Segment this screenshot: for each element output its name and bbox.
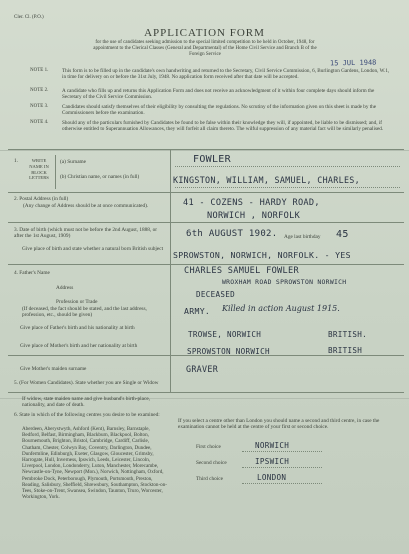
father-birthplace-value: TROWSE, NORWICH (188, 330, 262, 339)
age-label: Age last birthday (284, 234, 321, 240)
third-choice-label: Third choice (196, 476, 223, 482)
mother-birthplace-label: Give place of Mother's birth and her nationality at birth (20, 343, 138, 349)
note-text: A candidate who fills up and returns this Application Form and does not receive an acknowledgment of it within four complete days should inform the Secretary of the Civil Service Commission. (62, 88, 375, 100)
mother-maiden-value: GRAVER (186, 364, 219, 374)
christian-names-label: (b) Christian name, or names (in full) (60, 174, 140, 180)
first-choice-value: NORWICH (255, 441, 290, 450)
postal-address-line-2: NORWICH , NORFOLK (207, 211, 301, 221)
postal-address-note: (Any change of Address should be at once communicated). (23, 203, 149, 209)
note-text: Candidates should satisfy themselves of their eligibility by consulting the regulations. No scrutiny of the information given on this sheet is made by the Commissioners before the examination. (62, 104, 377, 116)
fathers-name-value: CHARLES SAMUEL FOWLER (184, 266, 299, 276)
date-of-birth-value: 6th AUGUST 1902. (186, 229, 278, 239)
age-value: 45 (336, 229, 349, 240)
table-rule (8, 149, 404, 150)
answer-line (175, 166, 400, 167)
father-nationality-value: BRITISH. (328, 330, 367, 339)
surname-value: FOWLER (193, 154, 231, 165)
note-label: NOTE 4. (30, 120, 49, 125)
table-rule (8, 192, 404, 193)
form-title: APPLICATION FORM (144, 27, 265, 39)
father-death-note: Killed in action August 1915. (222, 304, 340, 313)
second-choice-value: IPSWICH (255, 457, 290, 466)
table-rule (8, 222, 404, 223)
postal-address-line-1: 41 - COZENS - HARDY ROAD, (183, 198, 320, 208)
note-label: NOTE 1. (30, 68, 49, 73)
block-letters-note: WRITE NAME IN BLOCK LETTERS (29, 158, 49, 181)
bracket-line (55, 155, 56, 189)
question-number: 1. (14, 158, 18, 164)
father-profession-note: (If deceased, the fact should be stated, and the last address, profession, etc., should be given) (22, 306, 147, 319)
form-reference: Cler. Cl. (P.O.) (14, 15, 44, 20)
father-deceased-value: DECEASED (196, 290, 235, 299)
father-address-value: WROXHAM ROAD SPROWSTON NORWICH (222, 278, 347, 286)
mother-birthplace-value: SPROWSTON NORWICH (187, 347, 270, 356)
place-of-birth-value: SPROWSTON, NORWICH, NORFOLK. - YES (173, 250, 351, 260)
fathers-name-label: 4. Father's Name (14, 270, 50, 276)
answer-line (175, 187, 400, 188)
mother-maiden-label: Give Mother's maiden surname (20, 366, 87, 372)
received-date-stamp: 15 JUL 1948 (329, 58, 377, 68)
exam-centre-instructions: If you select a centre other than London you should name a second and third centre, in case the examination cannot be held at the centre of your first or second choice. (178, 418, 380, 431)
surname-label: (a) Surname (60, 159, 87, 165)
third-choice-value: LONDON (257, 473, 287, 482)
postal-address-label: 2. Postal Address (in full) (14, 196, 69, 202)
women-candidates-label: 5. (For Women Candidates). State whether you are Single or Widow (14, 380, 159, 386)
father-birthplace-label: Give place of Father's birth and his nationality at birth (20, 325, 135, 331)
second-choice-label: Second choice (196, 460, 227, 466)
exam-centre-label: 6. State in which of the following centres you desire to be examined: (14, 412, 160, 418)
father-profession-value: ARMY. (184, 306, 211, 316)
answer-line (242, 483, 322, 484)
women-candidates-note: If widow, state maiden name and give husband's birth-place, nationality, and date of death. (22, 396, 150, 408)
father-address-label: Address (56, 285, 74, 291)
answer-line (242, 451, 322, 452)
note-text: Should any of the particulars furnished by Candidates be found to be false within their knowledge they will, if appointed, be liable to be dismissed; and, if otherwise entitled to Superannuation Allowances, they will forfeit all claim thereto. The wilful suppression of any material fact will be similarly penalised. (62, 120, 384, 132)
note-label: NOTE 2. (30, 88, 49, 93)
form-subtitle: for the use of candidates seeking admission to the special limited competition to be held in October, 1948, for appointment to the Clerical Classes (General and Departmental) of the Home Civil Service and Branch B of the Foreign Service (93, 40, 317, 57)
paper-fold (0, 150, 409, 151)
note-label: NOTE 3. (30, 104, 49, 109)
place-of-birth-label: Give place of birth and state whether a natural born British subject (22, 246, 164, 252)
mother-nationality-value: BRITISH (328, 346, 363, 355)
christian-names-value: KINGSTON, WILLIAM, SAMUEL, CHARLES, (173, 175, 360, 185)
date-of-birth-label: 3. Date of birth (which must not be before the 2nd August, 1888, or after the 1st August, 1909) (14, 227, 157, 240)
father-profession-label: Profession or Trade (56, 299, 98, 305)
table-rule (8, 264, 404, 265)
answer-line (242, 467, 322, 468)
first-choice-label: First choice (196, 444, 221, 450)
table-rule (8, 392, 404, 393)
exam-centres-list: Aberdeen, Aberystwyth, Ashford (Kent), Barnsley, Barnstaple, Bedford, Belfast, Birmingham, Blackburn, Blackpool, Bolton, Bournemouth, Brighton, Bristol, Cambridge, Cardiff, Carlisle, Chatham, Chester, Colwyn Bay, Coventry, Darlington, Dundee, Dunfermline, Edinburgh, Exeter, Glasgow, Gloucester, Grimsby, Harrogate, Hull, Inverness, Ipswich, Leeds, Leicester, Lincoln, Liverpool, London, Londonderry, Luton, Manchester, Morecambe, Newcastle-on-Tyne, Newport (Mon.), Norwich, Nottingham, Oxford, Pembroke Dock, Peterborough, Plymouth, Portsmouth, Preston, Reading, Salisbury, Sheffield, Shrewsbury, Southampton, Stockton-on-Tees, Stoke-on-Trent, Swansea, Swindon, Taunton, Truro, Worcester, Workington, York. (22, 426, 167, 501)
note-text: This form is to be filled up in the candidate's own handwriting and returned to the Secretary, Civil Service Commission, 6, Burlington Gardens, London, W.1, in time for delivery on or before the 31st July, 1948. No application form received after that date will be accepted. (62, 68, 390, 80)
